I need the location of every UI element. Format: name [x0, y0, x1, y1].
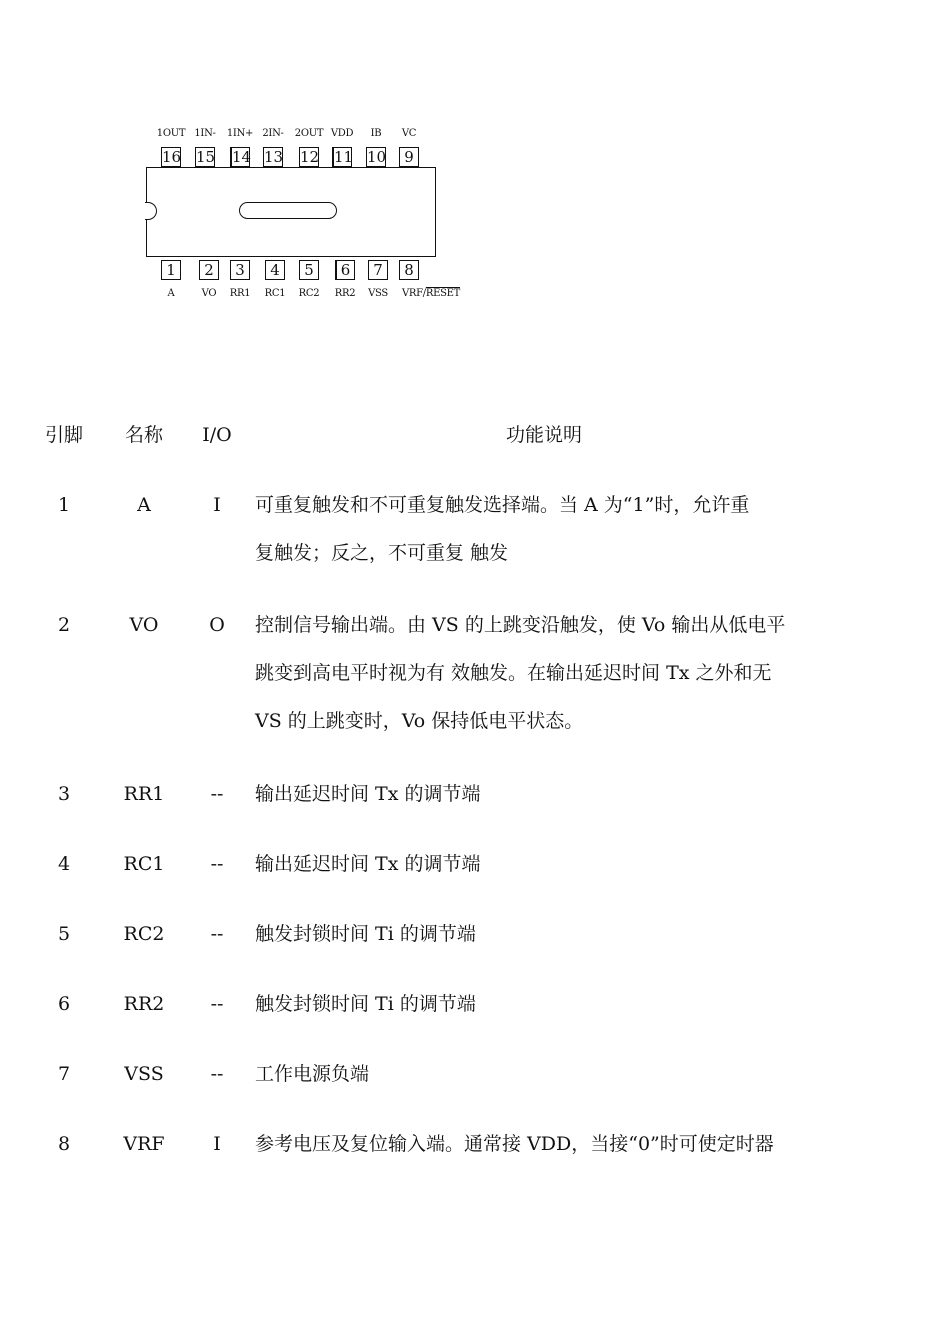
top-pin-label: 1IN+ [226, 128, 254, 139]
row-pin-name: VO [129, 614, 159, 636]
row-pin-number: 6 [57, 993, 71, 1015]
row-pin-name: RR1 [123, 783, 165, 805]
row-pin-description: 触发封锁时间 Ti 的调节端 [255, 993, 476, 1015]
row-pin-io: I [213, 1133, 221, 1155]
row-pin-name: RC1 [123, 853, 165, 875]
row-pin-io: -- [210, 853, 224, 875]
row-pin-description: 触发封锁时间 Ti 的调节端 [255, 923, 476, 945]
top-pin-number: 15 [196, 148, 216, 166]
top-pin-label: IB [370, 128, 382, 139]
top-pin-number: 14 [232, 148, 252, 166]
top-pin-label: 1OUT [156, 128, 186, 139]
reset-overline-label: RESET [425, 288, 461, 299]
row-pin-io: -- [210, 923, 224, 945]
top-pin-number: 16 [162, 148, 182, 166]
bottom-pin-number: 7 [368, 260, 388, 280]
top-pin-number: 13 [264, 148, 284, 166]
row-pin-io: -- [210, 1063, 224, 1085]
row-pin-description: VS 的上跳变时，Vo 保持低电平状态。 [255, 710, 584, 732]
row-pin-number: 3 [57, 783, 71, 805]
row-pin-description: 参考电压及复位输入端。通常接 VDD，当接“0”时可使定时器 [255, 1133, 774, 1155]
bottom-pin-number: 2 [199, 260, 219, 280]
row-pin-name: RR2 [123, 993, 165, 1015]
row-pin-io: I [213, 494, 221, 516]
bottom-pin-label: RR2 [334, 288, 356, 299]
row-pin-number: 1 [57, 494, 71, 516]
row-pin-name: RC2 [123, 923, 165, 945]
bottom-pin-number: 8 [399, 260, 419, 280]
chip-body [146, 167, 436, 257]
bottom-pin-label: A [167, 288, 175, 299]
chip-notch [145, 202, 157, 220]
header-io: I/O [202, 424, 232, 446]
bottom-pin-number: 3 [230, 260, 250, 280]
row-pin-description: 可重复触发和不可重复触发选择端。当 A 为“1”时，允许重 [255, 494, 750, 516]
top-pin-label: VDD [330, 128, 354, 139]
row-pin-number: 8 [57, 1133, 71, 1155]
top-pin-label: 1IN- [194, 128, 216, 139]
row-pin-number: 4 [57, 853, 71, 875]
top-pin-label: 2OUT [294, 128, 324, 139]
bottom-pin-number: 1 [161, 260, 181, 280]
bottom-pin-label: VSS [368, 288, 388, 299]
row-pin-description: 跳变到高电平时视为有 效触发。在输出延迟时间 Tx 之外和无 [255, 662, 772, 684]
row-pin-description: 工作电源负端 [255, 1063, 370, 1085]
header-desc: 功能说明 [505, 424, 583, 446]
bottom-pin-label: VO [201, 288, 217, 299]
top-pin-number: 11 [334, 148, 354, 166]
row-pin-name: VSS [124, 1063, 164, 1085]
top-pin-number: 10 [367, 148, 387, 166]
top-pin-number: 12 [300, 148, 320, 166]
bottom-pin-number: 5 [299, 260, 319, 280]
row-pin-description: 输出延迟时间 Tx 的调节端 [255, 853, 481, 875]
row-pin-description: 输出延迟时间 Tx 的调节端 [255, 783, 481, 805]
row-pin-name: A [137, 494, 151, 516]
top-pin-number: 9 [399, 147, 419, 167]
row-pin-description: 控制信号输出端。由 VS 的上跳变沿触发，使 Vo 输出从低电平 [255, 614, 786, 636]
top-pin-label: 2IN- [262, 128, 284, 139]
bottom-pin-label: RR1 [229, 288, 251, 299]
bottom-pin-label: RC1 [264, 288, 286, 299]
row-pin-number: 2 [57, 614, 71, 636]
bottom-pin-label: VRF/RESET [401, 288, 461, 299]
header-name: 名称 [124, 424, 164, 446]
row-pin-number: 7 [57, 1063, 71, 1085]
row-pin-description: 复触发；反之，不可重复 触发 [255, 542, 509, 564]
chip-pinout-diagram [140, 120, 480, 310]
row-pin-name: VRF [123, 1133, 165, 1155]
row-pin-io: -- [210, 993, 224, 1015]
header-pin: 引脚 [44, 424, 84, 446]
row-pin-number: 5 [57, 923, 71, 945]
chip-marker [239, 202, 337, 219]
row-pin-io: O [209, 614, 225, 636]
bottom-pin-label: RC2 [298, 288, 320, 299]
top-pin-label: VC [401, 128, 417, 139]
row-pin-io: -- [210, 783, 224, 805]
bottom-pin-number: 4 [265, 260, 285, 280]
bottom-pin-number: 6 [335, 260, 355, 280]
